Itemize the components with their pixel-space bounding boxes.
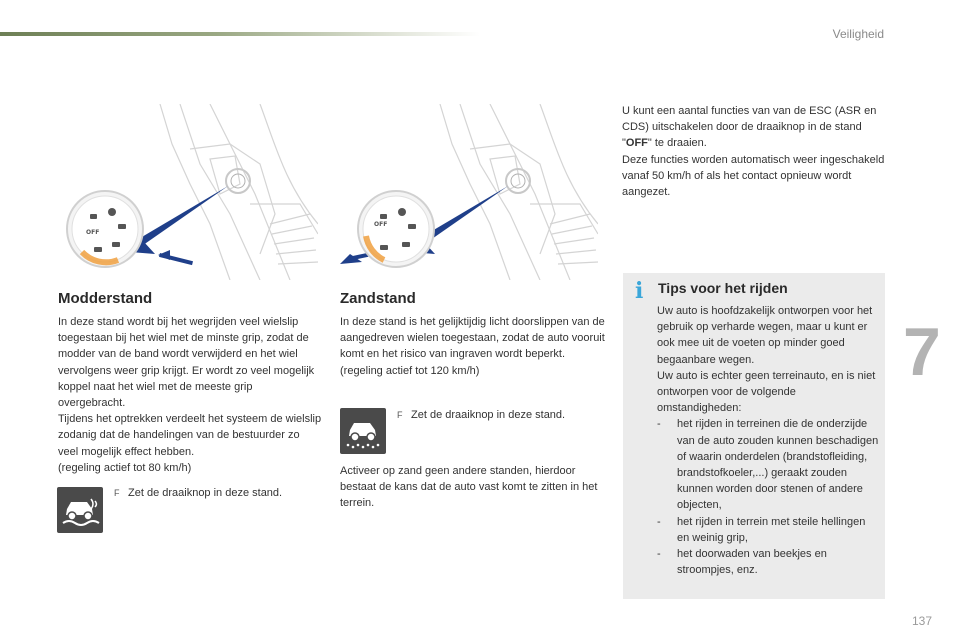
off-label: OFF bbox=[625, 137, 648, 150]
mud-action-instruction bbox=[114, 486, 282, 501]
list-item: - het doorwaden van beekjes en stroompjes, enz. bbox=[657, 548, 827, 577]
dial-illustration-mud bbox=[60, 104, 318, 280]
mud-mode-description bbox=[58, 314, 322, 476]
mud-action-text: Zet de draaiknop in deze stand. bbox=[128, 487, 283, 499]
tips-list bbox=[657, 416, 879, 578]
sand-action-text: Zet de draaiknop in deze stand. bbox=[411, 409, 566, 421]
mud-mode-icon bbox=[57, 487, 103, 533]
info-icon: i bbox=[635, 278, 644, 304]
sand-action-instruction bbox=[397, 408, 565, 423]
esc-paragraph-1: U kunt een aantal functies van van de ESC (ASR en CDS) uitschakelen door de draaiknop in de stand "OFF" te draaien. bbox=[622, 105, 877, 150]
svg-text:OFF: OFF bbox=[86, 229, 100, 236]
mud-paragraph-2: Tijdens het optrekken verdeelt het systeem de wielslip zodanig dat de handelingen van de bestuurder zo veel mogelijk effect hebben. bbox=[58, 413, 322, 458]
sand-paragraph-1: In deze stand is het gelijktijdig licht doorslippen van de aangedreven wielen toegestaan, zodat de auto vooruit komt en het risico van ingraven wordt beperkt. bbox=[340, 316, 605, 361]
sand-mode-description bbox=[340, 314, 608, 379]
sand-paragraph-2: (regeling actief tot 120 km/h) bbox=[340, 364, 480, 377]
tips-paragraph-2: Uw auto is echter geen terreinauto, en is niet ontworpen voor de volgende omstandigheden: bbox=[657, 369, 876, 415]
tips-box bbox=[623, 273, 885, 599]
tips-title: Tips voor het rijden bbox=[658, 280, 788, 296]
esc-paragraph-2: Deze functies worden automatisch weer ingeschakeld vanaf 50 km/h of als het contact opnieuw wordt aangezet. bbox=[622, 153, 885, 199]
page-number: 137 bbox=[912, 614, 933, 628]
dial-illustration-sand bbox=[340, 104, 598, 280]
sand-warning-text: Activeer op zand geen andere standen, hierdoor bestaat de kans dat de auto vast komt te zitten in het terrein. bbox=[340, 465, 598, 510]
tips-paragraph-1: Uw auto is hoofdzakelijk ontworpen voor het gebruik op verharde wegen, maar u kunt er ook mee uit de voeten op minder goed begaanbare wegen. bbox=[657, 305, 873, 366]
list-item: - het rijden in terreinen die de onderzijde van de auto zouden kunnen beschadigen of waarin onderdelen (brandstofleiding, brandstofkoeler,...) geraakt zouden kunnen worden door stenen of andere objecten, bbox=[657, 418, 879, 512]
svg-text:OFF: OFF bbox=[374, 221, 388, 228]
section-title: Veiligheid bbox=[832, 27, 884, 41]
action-bullet: F bbox=[114, 488, 120, 498]
sand-mode-title: Zandstand bbox=[340, 290, 416, 307]
esc-description bbox=[622, 103, 888, 200]
chapter-number: 7 bbox=[903, 314, 941, 390]
mud-mode-title: Modderstand bbox=[58, 290, 153, 307]
header-accent-bar bbox=[0, 32, 480, 36]
list-item: - het rijden in terrein met steile hellingen en weinig grip, bbox=[657, 515, 866, 544]
mud-paragraph-1: In deze stand wordt bij het wegrijden veel wielslip toegestaan bij het wiel met de minste grip, zodat de modder van de band wordt verwijderd en het wiel vervolgens weer grip krijgt. Er wordt zo veel mogelijk koppel naat het wiel met de meeste grip overgebracht. bbox=[58, 316, 315, 410]
mud-paragraph-3: (regeling actief tot 80 km/h) bbox=[58, 461, 192, 474]
sand-mode-icon bbox=[340, 408, 386, 454]
tips-body bbox=[657, 303, 879, 578]
action-bullet: F bbox=[397, 410, 403, 420]
